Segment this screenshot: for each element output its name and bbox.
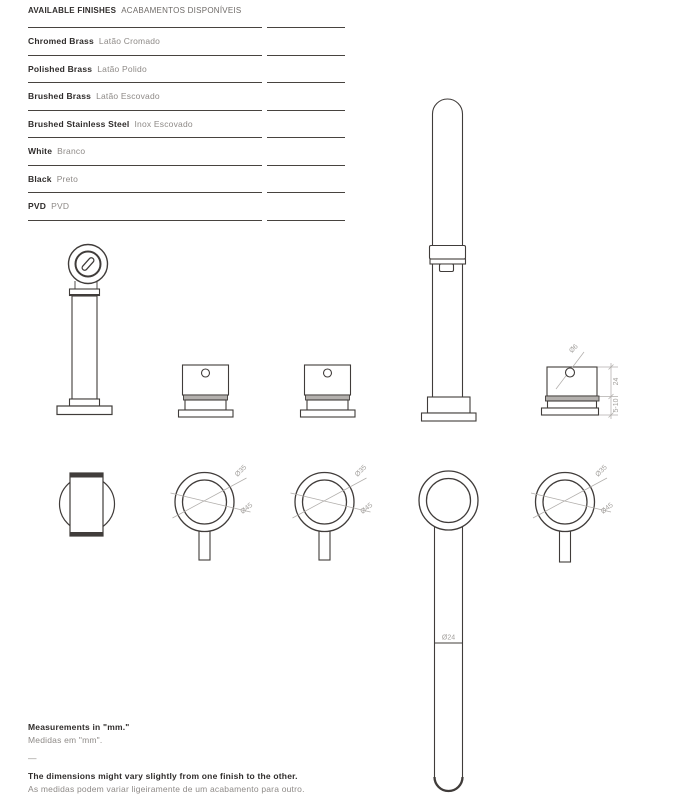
dim-label-outer-diameter: Ø45	[239, 501, 255, 516]
dim-label-inner-diameter: Ø35	[594, 464, 609, 479]
finish-name-en: Black	[28, 173, 52, 184]
finish-name-en: PVD	[28, 201, 47, 212]
finish-name-en: Brushed Brass	[28, 91, 92, 102]
finishes-title-pt: ACABAMENTOS DISPONÍVEIS	[121, 6, 242, 15]
finish-name-pt: Latão Escovado	[96, 91, 160, 102]
dim-label-outer-diameter: Ø45	[359, 501, 375, 516]
variance-note-en: The dimensions might vary slightly from one finish to the other.	[28, 771, 298, 781]
dim-label-inner-diameter: Ø35	[233, 464, 249, 479]
handle-dimensioned-side-view-drawing	[542, 343, 621, 419]
valve-top-view-drawing	[60, 473, 115, 536]
handle-top-view-drawing-1	[171, 464, 255, 560]
handle-top-view-drawing-2	[291, 464, 375, 560]
measurements-note-pt: Medidas em "mm".	[28, 735, 103, 745]
finishes-title-en: AVAILABLE FINISHES	[28, 6, 117, 15]
dim-label-inner-diameter: Ø35	[353, 464, 369, 479]
dim-label-spout-diameter: Ø24	[441, 634, 456, 642]
variance-note-pt: As medidas podem variar ligeiramente de um acabamento para outro.	[28, 784, 305, 794]
handle-top-view-drawing-3	[531, 464, 615, 562]
handle-side-view-drawing-2	[301, 365, 356, 417]
finish-name-pt: Latão Cromado	[98, 36, 161, 47]
finish-name-pt: Inox Escovado	[134, 118, 193, 129]
notes-separator: —	[28, 753, 37, 763]
handle-side-view-drawing-1	[179, 365, 234, 417]
dim-label-outer-diameter: Ø45	[599, 501, 615, 516]
finish-name-en: Brushed Stainless Steel	[28, 118, 130, 129]
dim-label-handle-height: 24	[613, 377, 620, 386]
finish-name-en: Polished Brass	[28, 63, 93, 74]
measurements-note-en: Measurements in "mm."	[28, 722, 130, 732]
finish-name-pt: Latão Polido	[97, 63, 147, 74]
finish-name-pt: Branco	[57, 146, 86, 157]
dim-label-screw-diameter: Ø6	[568, 343, 580, 355]
footer-notes	[28, 721, 305, 796]
finish-name-pt: PVD	[51, 201, 70, 212]
spout-top-view-drawing	[419, 471, 478, 791]
finish-name-en: Chromed Brass	[28, 36, 94, 47]
dim-label-handle-base-height: 5-10	[613, 398, 620, 413]
valve-side-view-drawing	[57, 245, 112, 415]
spout-side-view-drawing	[422, 99, 477, 421]
finish-name-en: White	[28, 146, 53, 157]
finish-name-pt: Preto	[56, 173, 79, 184]
